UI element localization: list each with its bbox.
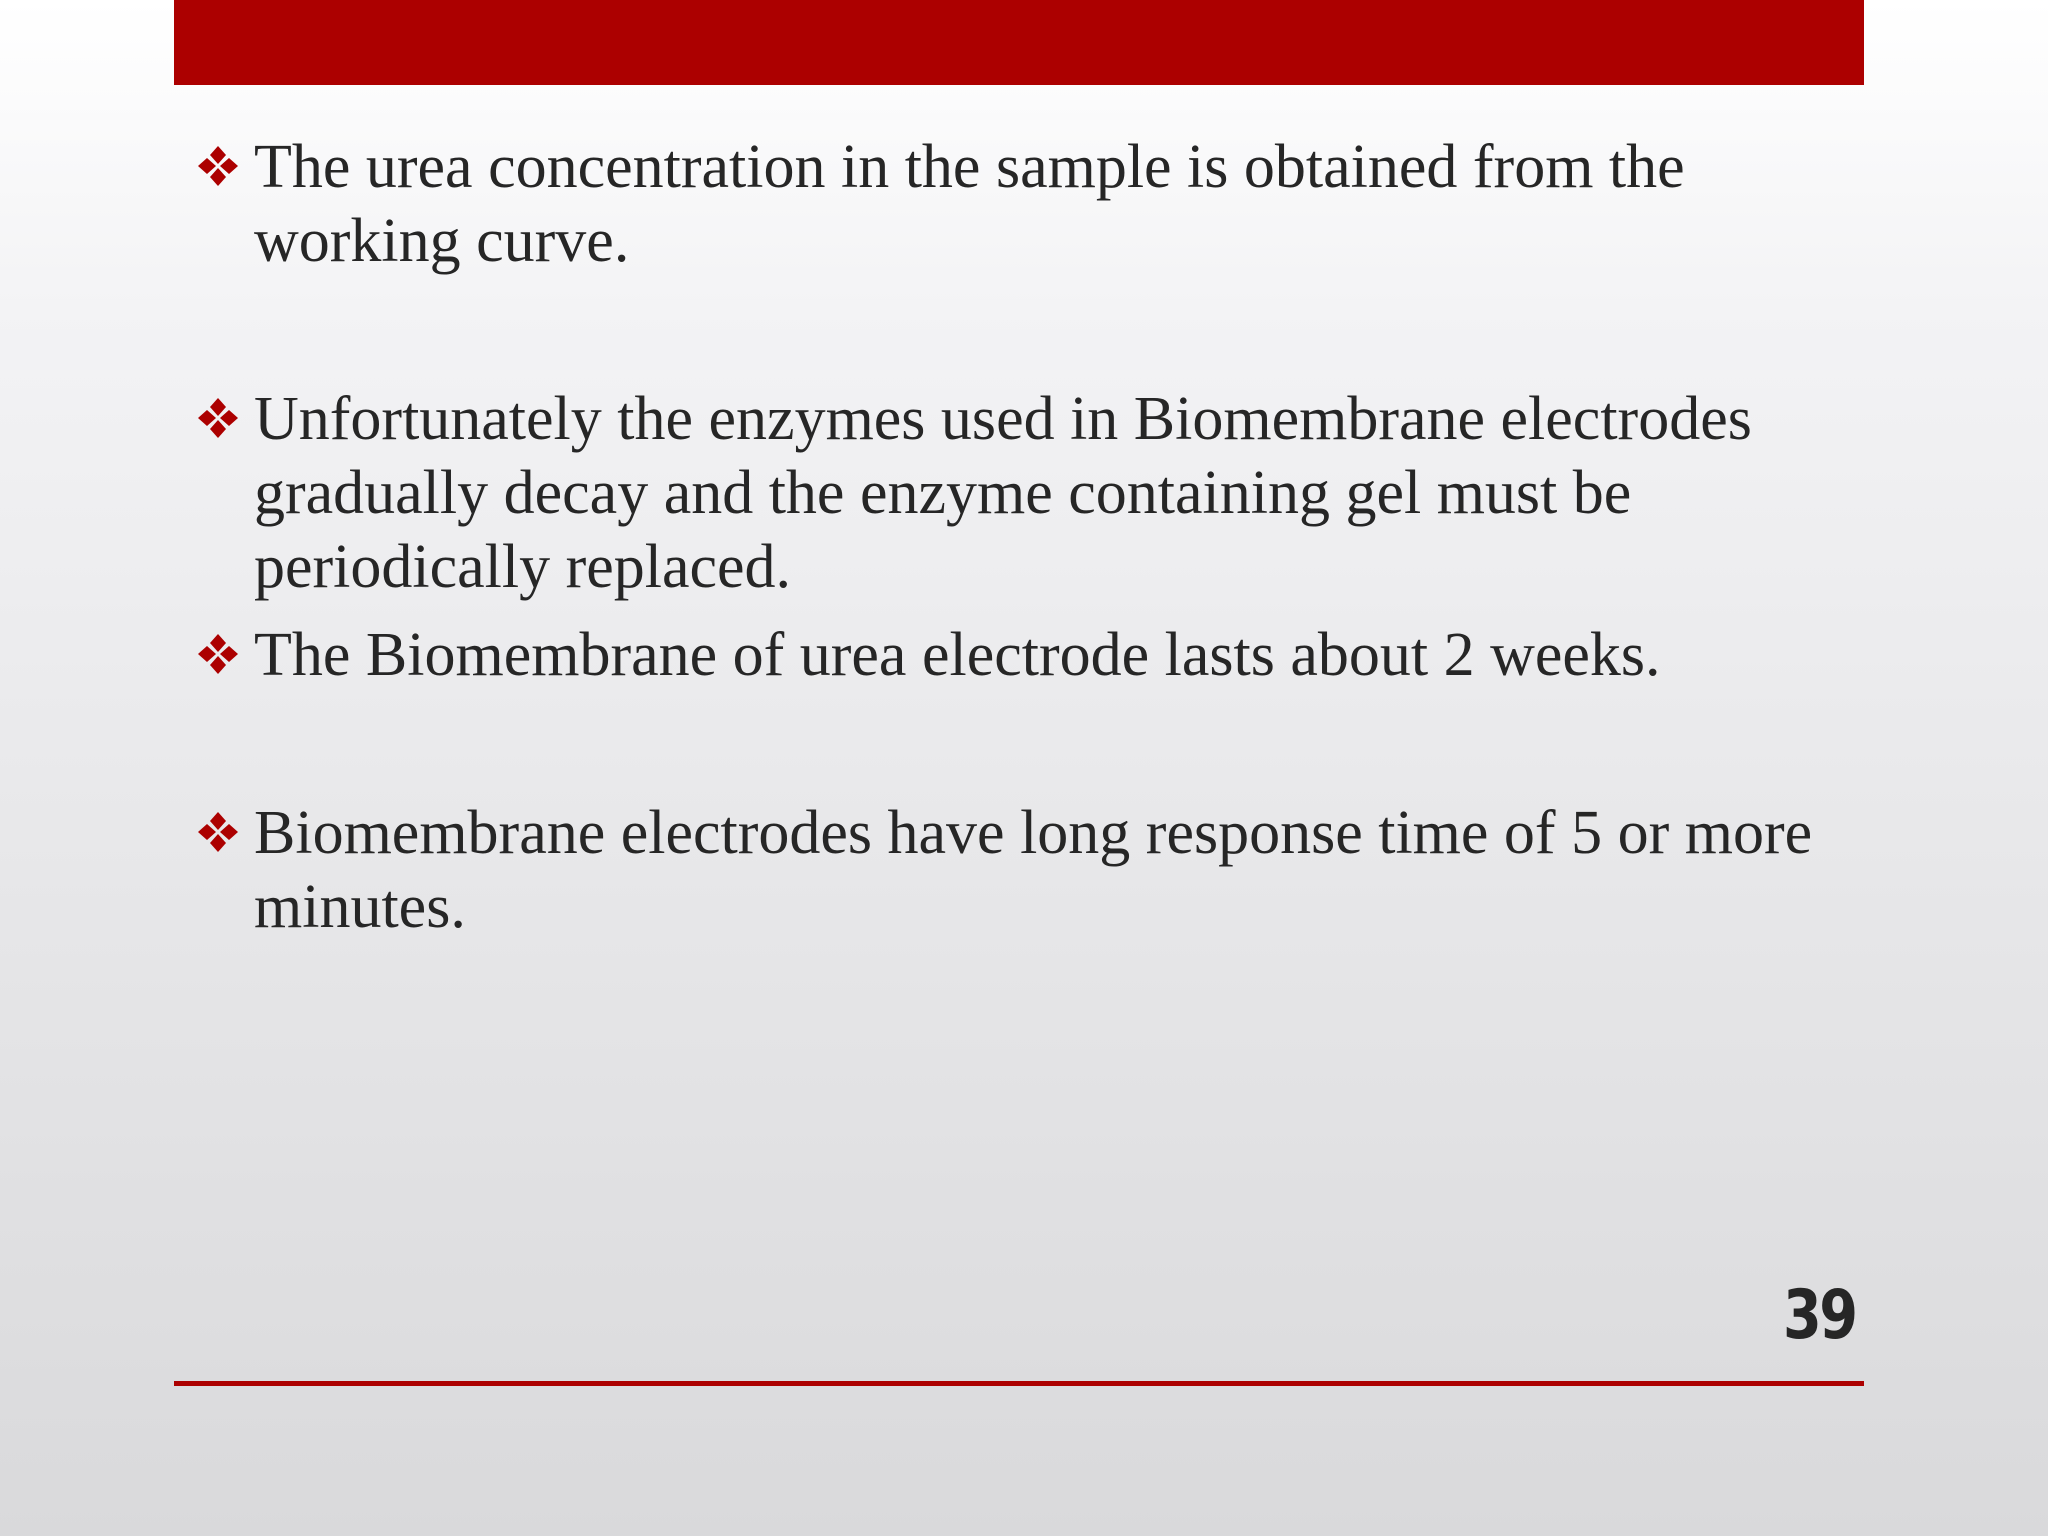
- bullet-text: The urea concentration in the sample is obtained from the working curve.: [254, 133, 1685, 275]
- four-diamond-icon: [196, 632, 240, 676]
- bullet-text: Biomembrane electrodes have long response time of 5 or more minutes.: [254, 799, 1813, 941]
- bullet-item: [196, 130, 1876, 278]
- bullet-item: [196, 618, 1876, 692]
- bottom-divider: [174, 1381, 1864, 1386]
- slide-body: [196, 130, 1876, 944]
- top-accent-bar: [174, 0, 1864, 85]
- four-diamond-icon: [196, 810, 240, 854]
- page-number: 39: [1783, 1276, 1856, 1355]
- four-diamond-icon: [196, 144, 240, 188]
- bullet-item: [196, 796, 1876, 944]
- bullet-text: Unfortunately the enzymes used in Biomembrane electrodes gradually decay and the enzyme containing gel must be periodically replaced.: [254, 385, 1752, 601]
- bullet-item: [196, 382, 1876, 604]
- four-diamond-icon: [196, 396, 240, 440]
- bullet-text: The Biomembrane of urea electrode lasts about 2 weeks.: [254, 621, 1661, 689]
